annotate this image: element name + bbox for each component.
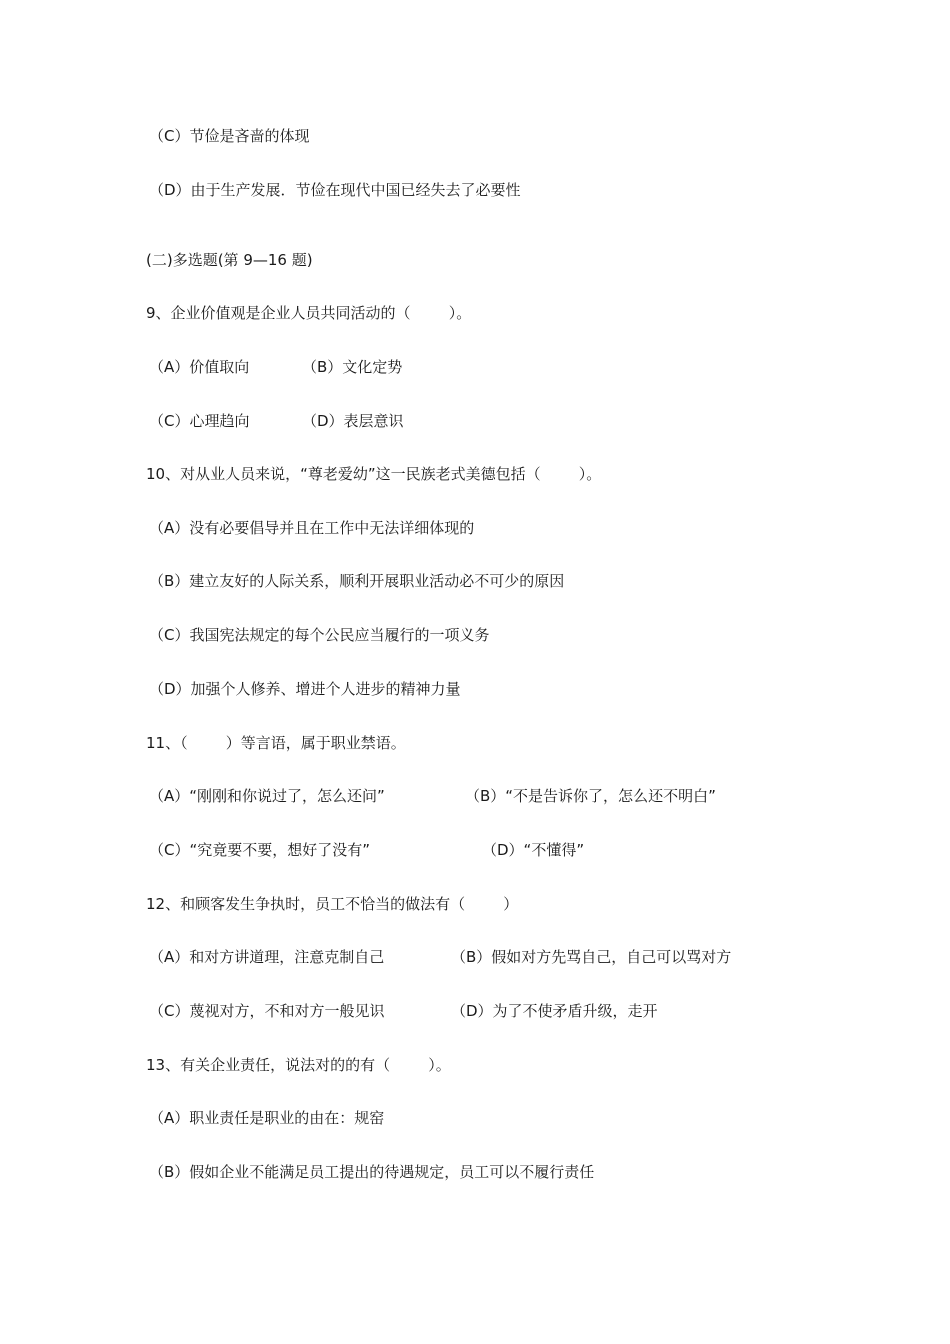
- question-10: 10、对从业人员来说，“尊老爱幼”这一民族老式美德包括（ ）。: [146, 465, 602, 483]
- q13-option-a: （A）职业责任是职业的由在：规窑: [149, 1109, 385, 1127]
- q10-option-d: （D）加强个人修养、增进个人进步的精神力量: [149, 680, 461, 698]
- q11-option-b: （B）“不是告诉你了，怎么还不明白”: [465, 787, 716, 805]
- q9-option-d: （D）表层意识: [302, 412, 404, 430]
- q10-option-a: （A）没有必要倡导并且在工作中无法详细体现的: [149, 519, 475, 537]
- q9-option-b: （B）文化定势: [302, 358, 403, 376]
- question-11: 11、（ ）等言语，属于职业禁语。: [146, 734, 406, 752]
- q9-option-c: （C）心理趋向: [149, 412, 250, 430]
- question-9: 9、企业价值观是企业人员共同活动的（ ）。: [146, 304, 472, 322]
- q11-option-c: （C）“究竟要不要，想好了没有”: [149, 841, 371, 859]
- q11-option-a: （A）“刚刚和你说过了，怎么还问”: [149, 787, 385, 805]
- q9-option-a: （A）价值取向: [149, 358, 250, 376]
- q10-option-b: （B）建立友好的人际关系，顺利开展职业活动必不可少的原因: [149, 572, 565, 590]
- q12-option-b: （B）假如对方先骂自己，自己可以骂对方: [451, 948, 732, 966]
- option-d-line: （D）由于生产发展．节俭在现代中国已经失去了必要性: [149, 181, 521, 199]
- section-heading: (二)多选题(第 9—16 题): [146, 251, 313, 269]
- question-12: 12、和顾客发生争执时，员工不恰当的做法有（ ）: [146, 895, 519, 913]
- q12-option-d: （D）为了不使矛盾升级，走开: [451, 1002, 658, 1020]
- q12-option-a: （A）和对方讲道理，注意克制自己: [149, 948, 385, 966]
- q13-option-b: （B）假如企业不能满足员工提出的待遇规定，员工可以不履行责任: [149, 1163, 595, 1181]
- q11-option-d: （D）“不懂得”: [482, 841, 585, 859]
- option-c-line: （C）节俭是吝啬的体现: [149, 127, 310, 145]
- q12-option-c: （C）蔑视对方，不和对方一般见识: [149, 1002, 385, 1020]
- question-13: 13、有关企业责任，说法对的的有（ ）。: [146, 1056, 451, 1074]
- q10-option-c: （C）我国宪法规定的每个公民应当履行的一项义务: [149, 626, 490, 644]
